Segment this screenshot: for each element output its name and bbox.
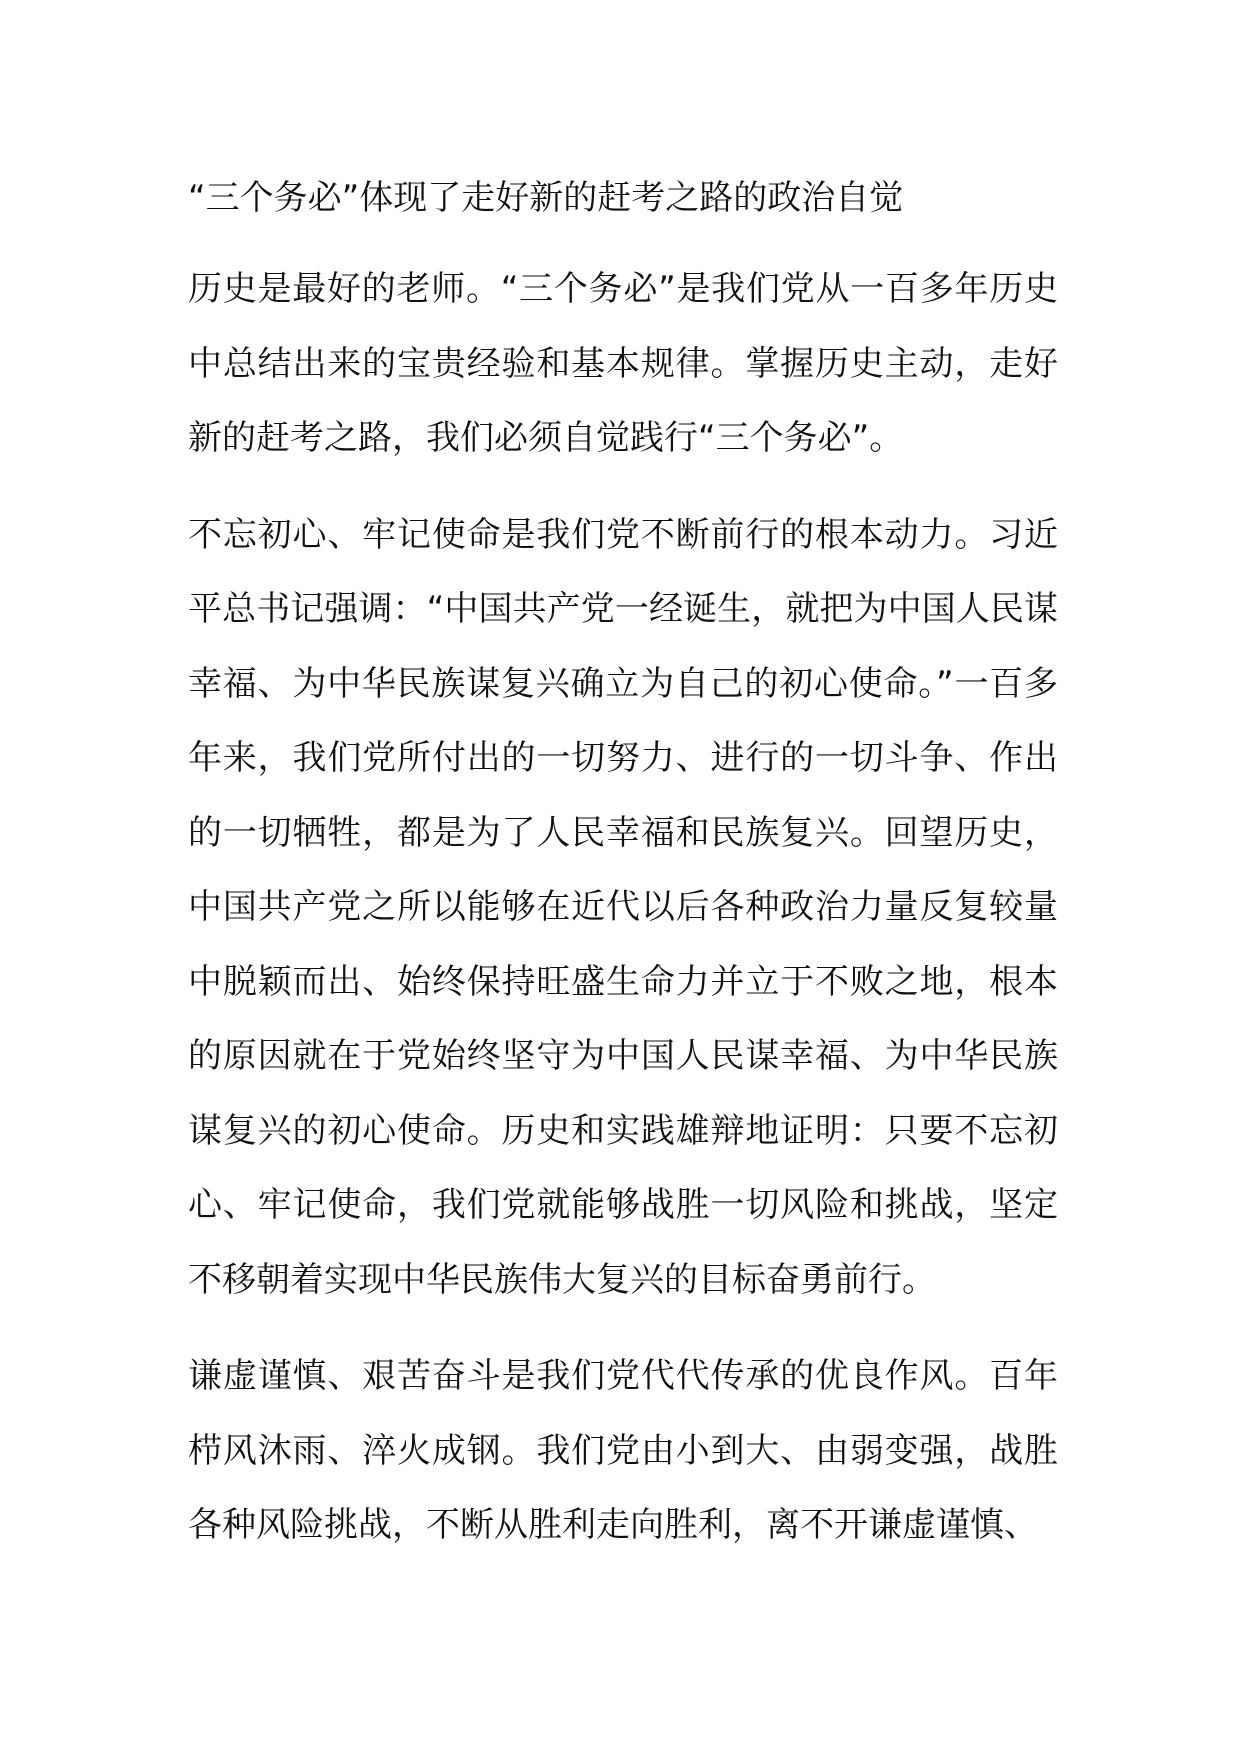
document-title: “三个务必”体现了走好新的赶考之路的政治自觉 xyxy=(188,178,904,218)
paragraph-modesty-hard-work: 谦虚谨慎、艰苦奋斗是我们党代代传承的优良作风。百年栉风沐雨、淬火成钢。我们党由小到大、由弱变强，战胜各种风险挑战，不断从胜利走向胜利，离不开谦虚谨慎、 xyxy=(188,1356,1058,1545)
paragraph-history: 历史是最好的老师。“三个务必”是我们党从一百多年历史中总结出来的宝贵经验和基本规律。掌握历史主动，走好新的赶考之路，我们必须自觉践行“三个务必”。 xyxy=(188,269,1058,458)
document-body xyxy=(188,168,1058,1585)
paragraph-original-aspiration: 不忘初心、牢记使命是我们党不断前行的根本动力。习近平总书记强调：“中国共产党一经诞生，就把为中国人民谋幸福、为中华民族谋复兴确立为自己的初心使命。”一百多年来，我们党所付出的一切努力、进行的一切斗争、作出的一切牺牲，都是为了人民幸福和民族复兴。回望历史，中国共产党之所以能够在近代以后各种政治力量反复较量中脱颖而出、始终保持旺盛生命力并立于不败之地，根本的原因就在于党始终坚守为中国人民谋幸福、为中华民族谋复兴的初心使命。历史和实践雄辩地证明：只要不忘初心、牢记使命，我们党就能够战胜一切风险和挑战，坚定不移朝着实现中华民族伟大复兴的目标奋勇前行。 xyxy=(188,514,1058,1300)
